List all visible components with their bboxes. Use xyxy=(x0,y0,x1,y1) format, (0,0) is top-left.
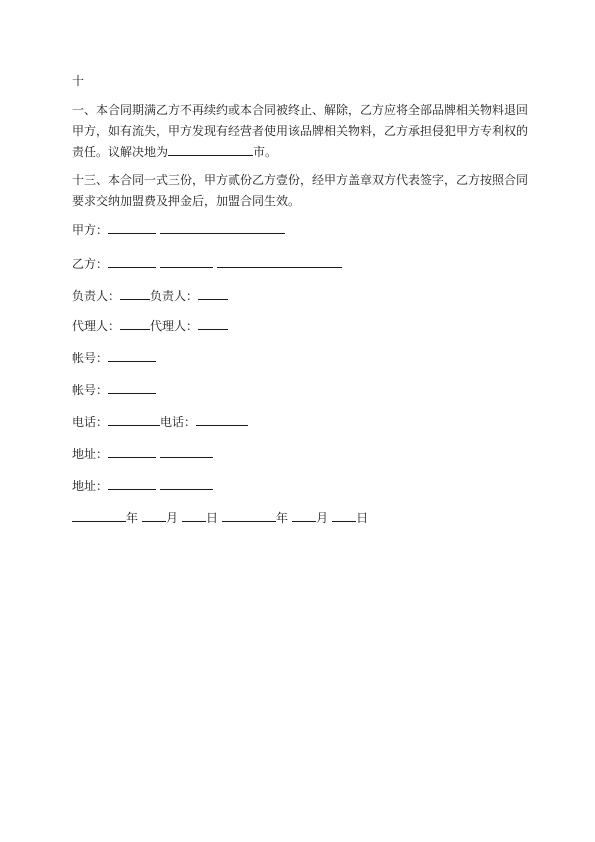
party-a-blank-1 xyxy=(108,222,156,234)
date-row xyxy=(72,510,368,526)
day-blank-1 xyxy=(182,510,206,522)
account-row-1 xyxy=(72,350,156,366)
day-blank-2 xyxy=(332,510,356,522)
section-heading: 十 xyxy=(72,74,85,88)
clause-thirteen: 十三、本合同一式三份，甲方贰份乙方壹份，经甲方盖章双方代表签字，乙方按照合同要求交纳加盟费及押金后，加盟合同生效。 xyxy=(72,173,529,208)
year-label-2: 年 xyxy=(276,511,289,525)
phone-blank-1 xyxy=(108,414,160,426)
address-row-1 xyxy=(72,446,213,462)
month-blank-1 xyxy=(142,510,166,522)
month-label-1: 月 xyxy=(166,511,179,525)
person-in-charge-blank-1 xyxy=(120,288,150,300)
address-blank-1b xyxy=(160,446,213,458)
party-b-blank-3 xyxy=(217,256,342,268)
agent-label-1: 代理人： xyxy=(72,319,121,333)
person-in-charge-row xyxy=(72,288,228,304)
year-label-1: 年 xyxy=(126,511,139,525)
clause-one-suffix: 市。 xyxy=(253,145,278,159)
clause-one xyxy=(72,100,532,163)
account-blank-1 xyxy=(108,350,156,362)
person-in-charge-label-1: 负责人： xyxy=(72,289,121,303)
address-blank-2a xyxy=(108,478,156,490)
year-blank-2 xyxy=(222,510,276,522)
dispute-city-blank xyxy=(168,144,253,156)
month-label-2: 月 xyxy=(316,511,329,525)
address-row-2 xyxy=(72,478,213,494)
address-blank-2b xyxy=(160,478,213,490)
address-label-2: 地址： xyxy=(72,479,109,493)
party-b-label: 乙方： xyxy=(72,257,109,271)
account-label-1: 帐号： xyxy=(72,351,109,365)
phone-row xyxy=(72,414,248,430)
address-label-1: 地址： xyxy=(72,447,109,461)
clause-one-text: 一、本合同期满乙方不再续约或本合同被终止、解除，乙方应将全部品牌相关物料退回甲方，如有流失，甲方发现有经营者使用该品牌相关物料，乙方承担侵犯甲方专利权的责任。议解决地为 xyxy=(72,103,529,159)
phone-blank-2 xyxy=(196,414,248,426)
party-a-blank-2 xyxy=(160,222,285,234)
address-blank-1a xyxy=(108,446,156,458)
account-row-2 xyxy=(72,382,156,398)
agent-label-2: 代理人： xyxy=(150,319,199,333)
person-in-charge-blank-2 xyxy=(198,288,228,300)
party-b-row xyxy=(72,256,342,272)
party-b-blank-2 xyxy=(160,256,213,268)
phone-label-1: 电话： xyxy=(72,415,109,429)
phone-label-2: 电话： xyxy=(160,415,197,429)
month-blank-2 xyxy=(292,510,316,522)
account-label-2: 帐号： xyxy=(72,383,109,397)
person-in-charge-label-2: 负责人： xyxy=(150,289,199,303)
agent-row xyxy=(72,318,228,334)
year-blank-1 xyxy=(72,510,126,522)
agent-blank-1 xyxy=(120,318,150,330)
account-blank-2 xyxy=(108,382,156,394)
party-a-row xyxy=(72,222,285,238)
party-a-label: 甲方： xyxy=(72,223,109,237)
party-b-blank-1 xyxy=(108,256,156,268)
agent-blank-2 xyxy=(198,318,228,330)
day-label-1: 日 xyxy=(206,511,219,525)
day-label-2: 日 xyxy=(356,511,369,525)
